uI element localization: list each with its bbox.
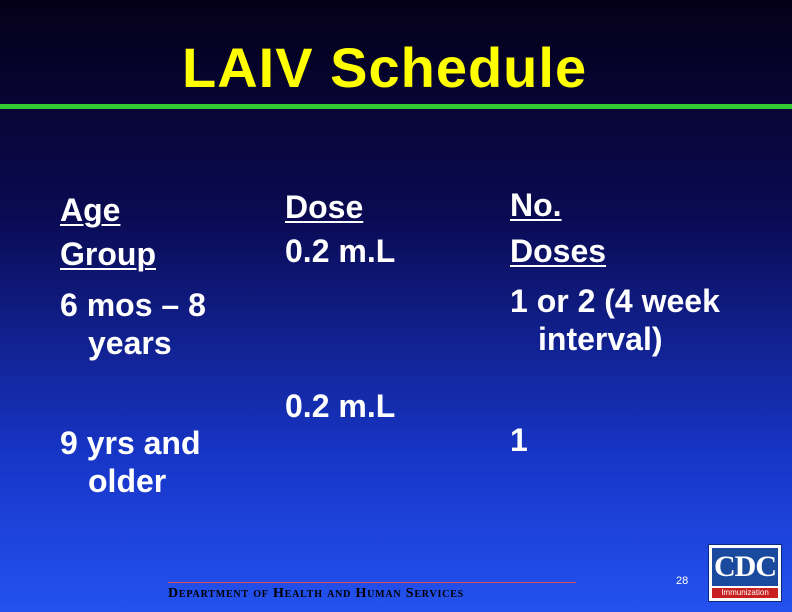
- dose-row-2: 0.2 m.L: [285, 388, 396, 424]
- dose-header: Dose: [285, 189, 364, 225]
- doses-row-2: 1: [510, 422, 528, 458]
- page-number: 28: [676, 575, 689, 587]
- age-group-header: [60, 188, 156, 276]
- age-row-1: [60, 286, 206, 362]
- slide-title: LAIV Schedule: [182, 36, 588, 99]
- cdc-logo: [708, 544, 782, 602]
- age-row-1-line2: years: [88, 325, 172, 361]
- dose-row-1: 0.2 m.L: [285, 233, 396, 269]
- doses-header: [510, 182, 606, 274]
- age-header-line1: Age: [60, 192, 121, 228]
- dose-header-group: [285, 185, 395, 273]
- age-header-line2: Group: [60, 236, 156, 272]
- age-row-1-line1: 6 mos – 8: [60, 287, 206, 323]
- age-row-2: [60, 424, 201, 500]
- doses-header-line2: Doses: [510, 233, 607, 269]
- doses-row-1-line2: interval): [538, 321, 663, 357]
- footer-department: Department of Health and Human Services: [168, 586, 465, 601]
- footer-rule: [168, 582, 576, 583]
- doses-row-1: [510, 282, 720, 358]
- cdc-logo-subtext: Immunization: [712, 588, 778, 598]
- age-row-2-line1: 9 yrs and: [60, 425, 201, 461]
- title-underline-rule: [0, 104, 792, 109]
- doses-header-line1: No.: [510, 187, 562, 223]
- doses-row-1-line1: 1 or 2 (4 week: [510, 283, 720, 319]
- age-row-2-line2: older: [88, 463, 167, 499]
- cdc-logo-text: CDC: [712, 548, 778, 586]
